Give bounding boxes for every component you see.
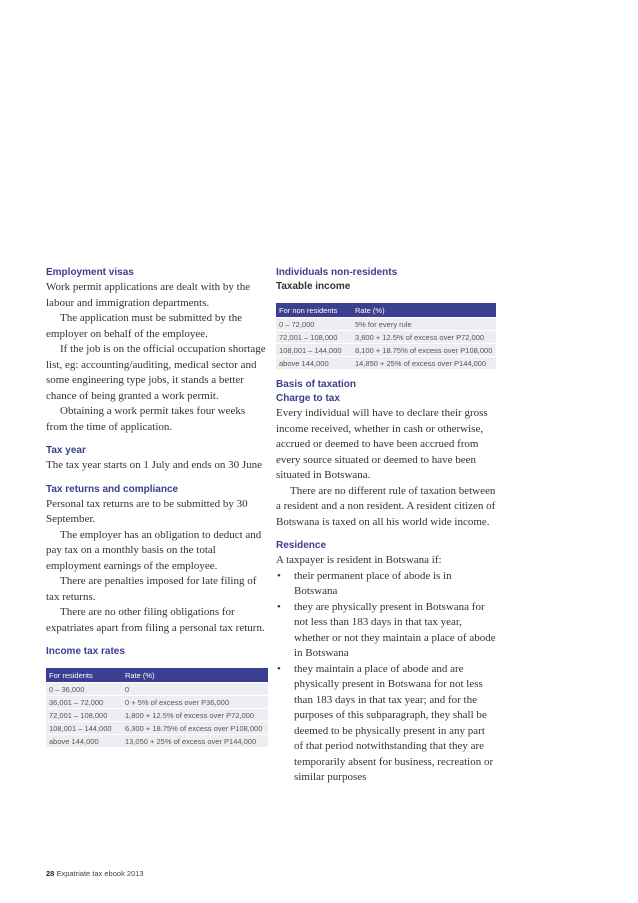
table-cell: 3,600 + 12.5% of excess over P72,000 [352,331,496,344]
tax-returns-paragraph: Personal tax returns are to be submitted by 30 September. [46,497,248,525]
non-residents-heading: Individuals non-residents [276,267,398,278]
table-cell: 72,001 – 108,000 [276,331,352,344]
employment-visas-heading: Employment visas [46,267,134,278]
list-item-text: their permanent place of abode is in Botswana [294,569,452,597]
basis-paragraph: Every individual will have to declare their gross income received, whether in cash or otherwise, accrued or deemed to have been accrued from every source situated or deemed to have been situated in Botswana. [276,407,488,481]
page-footer [46,869,144,878]
bullet-icon: • [277,662,281,675]
charge-to-tax-subheading: Charge to tax [276,393,340,404]
right-column [276,266,496,786]
table-cell: 6,300 + 18.75% of excess over P108,000 [122,722,268,735]
table-header-cell: Rate (%) [122,668,268,683]
residents-tax-table [46,668,268,747]
list-item [276,662,496,786]
tax-year-heading: Tax year [46,445,86,456]
table-header-cell: For non residents [276,303,352,318]
list-item [276,600,496,662]
table-row [46,696,268,709]
table-header-cell: For residents [46,668,122,683]
employment-visas-paragraph: If the job is on the official occupation shortage list, eg: accounting/auditing, medical sector and some engineering type jobs, it stands a better chance of being granted a work permit. [46,343,266,402]
left-column [46,266,268,747]
table-row [46,735,268,748]
table-row [276,318,496,331]
residence-heading: Residence [276,540,327,551]
table-cell: 13,050 + 25% of excess over P144,000 [122,735,268,748]
taxable-income-subheading: Taxable income [276,281,351,292]
table-row [46,709,268,722]
table-cell: 1,800 + 12.5% of excess over P72,000 [122,709,268,722]
page-number: 28 [46,869,55,878]
employment-visas-paragraph: The application must be submitted by the employer on behalf of the employee. [46,312,243,340]
tax-returns-paragraph: There are no other filing obligations for expatriates apart from filing a personal tax return. [46,606,265,634]
basis-paragraph: There are no different rule of taxation between a resident and a non resident. A resident citizen of Botswana is taxed on all his world wide income. [276,484,496,528]
non-residents-tax-table [276,303,496,369]
table-row [276,357,496,370]
table-row [46,722,268,735]
employment-visas-paragraph: Obtaining a work permit takes four weeks from the time of application. [46,405,246,433]
employment-visas-paragraph: Work permit applications are dealt with by the labour and immigration departments. [46,281,251,309]
table-row [46,683,268,696]
table-cell: above 144,000 [46,735,122,748]
tax-returns-heading: Tax returns and compliance [46,483,179,495]
basis-of-taxation-heading: Basis of taxation [276,379,357,390]
tax-returns-paragraph: There are penalties imposed for late filing of tax returns. [46,575,257,603]
table-cell: 72,001 – 108,000 [46,709,122,722]
tax-year-text: The tax year starts on 1 July and ends on 30 June [46,459,262,471]
table-cell: 36,001 – 72,000 [46,696,122,709]
table-cell: 5% for every rule [352,318,496,331]
table-header-row [276,303,496,318]
table-row [276,331,496,344]
table-cell: 8,100 + 18.75% of excess over P108,000 [352,344,496,357]
table-header-cell: Rate (%) [352,303,496,318]
table-header-row [46,668,268,683]
bullet-icon: • [277,600,281,613]
residence-intro: A taxpayer is resident in Botswana if: [276,554,442,566]
income-tax-rates-heading: Income tax rates [46,646,125,657]
list-item-text: they are physically present in Botswana for not less than 183 days in that tax year, whether or not they maintain a place of abode in Botswana [294,600,496,659]
table-cell: 108,001 – 144,000 [276,344,352,357]
list-item-text: they maintain a place of abode and are physically present in Botswana for not less than 183 days in that tax year; and for the purposes of this subparagraph, they shall be deemed to be physically present in any part of that period notwithstanding that they are temporarily absent for business, recreation or similar purposes [294,662,494,783]
table-cell: 0 [122,683,268,696]
table-cell: 0 – 72,000 [276,318,352,331]
table-cell: above 144,000 [276,357,352,370]
table-cell: 0 + 5% of excess over P36,000 [122,696,268,709]
residence-list [276,569,496,786]
bullet-icon: • [277,569,281,582]
footer-title: Expatriate tax ebook 2013 [56,869,144,878]
table-cell: 108,001 – 144,000 [46,722,122,735]
list-item [276,569,496,600]
table-cell: 14,850 + 25% of excess over P144,000 [352,357,496,370]
tax-returns-paragraph: The employer has an obligation to deduct and pay tax on a monthly basis on the total employment earnings of the employee. [46,528,262,572]
table-row [276,344,496,357]
table-cell: 0 – 36,000 [46,683,122,696]
